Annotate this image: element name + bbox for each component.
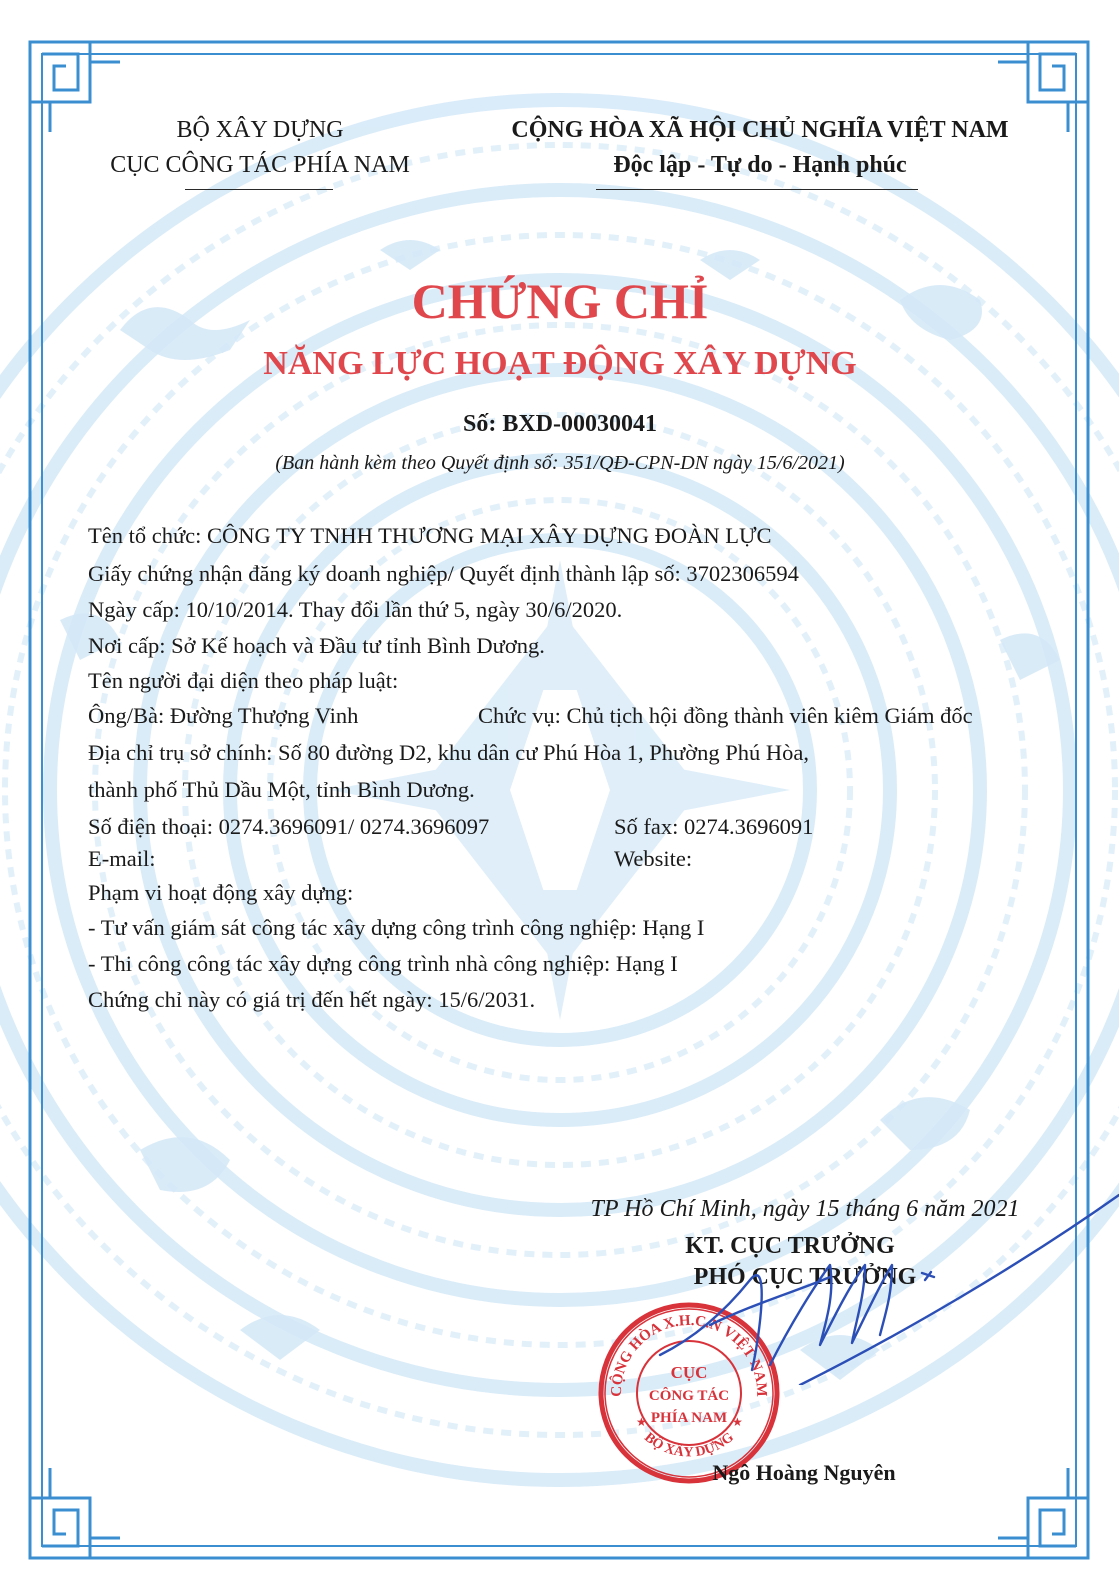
scope-item: - Tư vấn giám sát công tác xây dựng công trình công nghiệp: Hạng I — [88, 915, 705, 940]
representative-name: Ông/Bà: Đường Thượng Vinh — [88, 703, 359, 728]
scope-label: Phạm vi hoạt động xây dựng: — [88, 880, 354, 905]
svg-text:★: ★ — [636, 1415, 647, 1429]
address-line-2: thành phố Thủ Dầu Một, tỉnh Bình Dương. — [88, 777, 475, 802]
representative-label: Tên người đại diện theo pháp luật: — [88, 668, 399, 693]
department-underline — [185, 189, 333, 190]
certificate-number: Số: BXD-00030041 — [462, 411, 657, 437]
email-label: E-mail: — [88, 846, 156, 871]
seal-center-line: CỤC — [670, 1363, 708, 1382]
seal-center-line: CÔNG TÁC — [648, 1388, 730, 1404]
fax-number: Số fax: 0274.3696091 — [614, 814, 814, 839]
signer-role-1: KT. CỤC TRƯỞNG — [685, 1233, 895, 1259]
country-name: CỘNG HÒA XÃ HỘI CHỦ NGHĨA VIỆT NAM — [511, 117, 1009, 143]
org-name: Tên tổ chức: CÔNG TY TNHH THƯƠNG MẠI XÂY DỰNG ĐOÀN LỰC — [88, 523, 772, 548]
representative-position: Chức vụ: Chủ tịch hội đồng thành viên kiêm Giám đốc — [478, 703, 973, 728]
registration-number: Giấy chứng nhận đăng ký doanh nghiệp/ Quyết định thành lập số: 3702306594 — [88, 561, 799, 586]
handwritten-signature — [640, 1185, 1119, 1385]
website-label: Website: — [614, 846, 693, 871]
country-motto: Độc lập - Tự do - Hạnh phúc — [613, 152, 907, 178]
ministry-name: BỘ XÂY DỰNG — [176, 117, 344, 143]
certificate-title: CHỨNG CHỈ — [411, 273, 709, 329]
signing-place-date: TP Hồ Chí Minh, ngày 15 tháng 6 năm 2021 — [590, 1196, 1020, 1222]
signer-role-2: PHÓ CỤC TRƯỞNG — [693, 1264, 917, 1290]
address-line-1: Địa chỉ trụ sở chính: Số 80 đường D2, khu dân cư Phú Hòa 1, Phường Phú Hòa, — [88, 740, 809, 765]
department-name: CỤC CÔNG TÁC PHÍA NAM — [110, 152, 410, 178]
scope-item: - Thi công công tác xây dựng công trình nhà công nghiệp: Hạng I — [88, 951, 678, 976]
certificate-subtitle: NĂNG LỰC HOẠT ĐỘNG XÂY DỰNG — [263, 345, 857, 382]
decision-reference: (Ban hành kèm theo Quyết định số: 351/QĐ-CPN-DN ngày 15/6/2021) — [275, 452, 845, 474]
seal-center-line: PHÍA NAM — [650, 1410, 728, 1426]
issue-date: Ngày cấp: 10/10/2014. Thay đổi lần thứ 5, ngày 30/6/2020. — [88, 597, 623, 622]
issue-place: Nơi cấp: Sở Kế hoạch và Đầu tư tỉnh Bình Dương. — [88, 633, 545, 658]
seal-bottom-text: BỘ XÂY DỰNG — [641, 1430, 737, 1461]
signer-name: Ngô Hoàng Nguyên — [712, 1460, 896, 1485]
motto-underline — [596, 189, 918, 190]
svg-text:★: ★ — [732, 1415, 743, 1429]
phone-number: Số điện thoại: 0274.3696091/ 0274.3696097 — [88, 814, 490, 839]
validity-date: Chứng chỉ này có giá trị đến hết ngày: 15/6/2031. — [88, 987, 536, 1012]
seal-top-text: CỘNG HÒA X.H.C.N VIỆT NAM — [608, 1312, 770, 1398]
